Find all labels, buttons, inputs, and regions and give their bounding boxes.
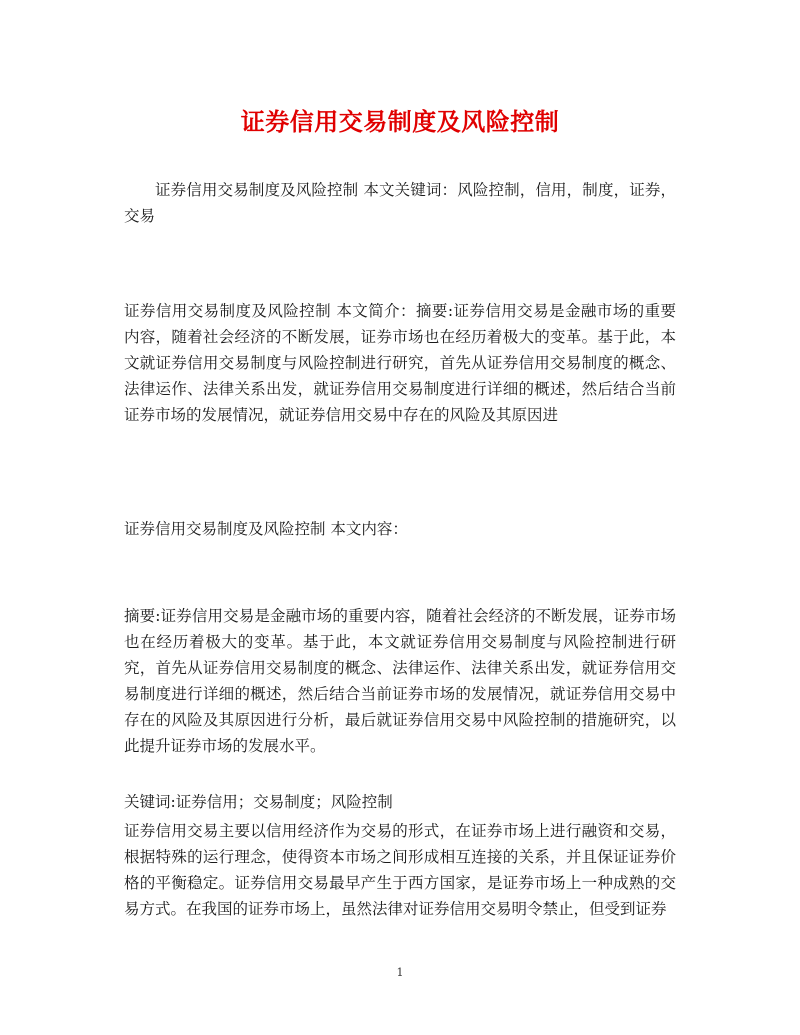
body-paragraph: 证券信用交易主要以信用经济作为交易的形式，在证券市场上进行融资和交易，根据特殊的运行理念，使得资本市场之间形成相互连接的关系，并且保证证券价格的平衡稳定。证券信用交易最早产生于西方国家，是证券市场上一种成熟的交易方式。在我国的证券市场上，虽然法律对证券信用交易明令禁止，但受到证券 — [124, 822, 676, 918]
page-number: 1 — [396, 966, 404, 979]
keywords-paragraph: 证券信用交易制度及风险控制 本文关键词：风险控制，信用，制度，证券，交易 — [124, 181, 676, 225]
content-heading: 证券信用交易制度及风险控制 本文内容： — [124, 520, 408, 538]
abstract-paragraph: 摘要:证券信用交易是金融市场的重要内容，随着社会经济的不断发展，证券市场也在经历着极大的变革。基于此，本文就证券信用交易制度与风险控制进行研究，首先从证券信用交易制度的概念、法律运作、法律关系出发，就证券信用交易制度进行详细的概述，然后结合当前证券市场的发展情况，就证券信用交易中存在的风险及其原因进行分析，最后就证券信用交易中风险控制的措施研究，以此提升证券市场的发展水平。 — [124, 607, 676, 755]
intro-paragraph: 证券信用交易制度及风险控制 本文简介：摘要:证券信用交易是金融市场的重要内容，随着社会经济的不断发展，证券市场也在经历着极大的变革。基于此，本文就证券信用交易制度与风险控制进行研究，首先从证券信用交易制度的概念、法律运作、法律关系出发，就证券信用交易制度进行详细的概述，然后结合当前证券市场的发展情况，就证券信用交易中存在的风险及其原因进 — [124, 302, 676, 424]
keywords-line: 关键词:证券信用；交易制度；风险控制 — [124, 793, 393, 811]
document-title: 证券信用交易制度及风险控制 — [240, 107, 560, 136]
